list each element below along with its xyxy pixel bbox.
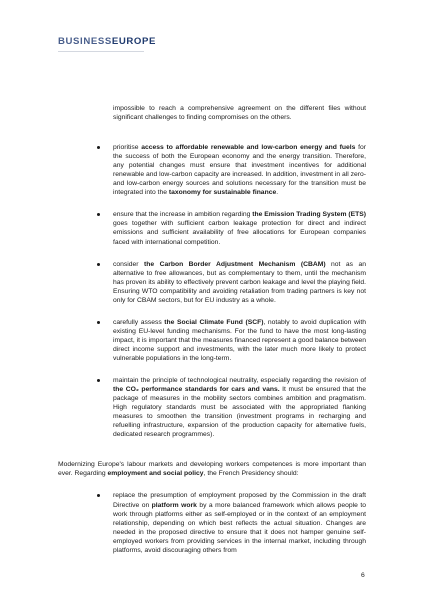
page-number: 6 xyxy=(361,572,365,579)
bullet-text: maintain the principle of technological neutrality, especially regarding the revision of xyxy=(113,377,366,385)
bullet-bold: the Emission Trading System (ETS) xyxy=(252,211,366,219)
bullet-text: replace the presumption of employment proposed by the Commission in the draft Directive on xyxy=(113,492,366,509)
bullet-text: goes together with sufficient carbon leakage protection for direct and indirect emissions and sufficient availability of free allocations for European companies faced with international competition. xyxy=(113,220,366,246)
logo-underline xyxy=(58,51,144,52)
bullet-item-energy xyxy=(113,143,366,197)
bullet-text: . xyxy=(276,189,279,197)
continuation-text: impossible to reach a comprehensive agreement on the different files without significant challenges to finding compromises on the others. xyxy=(113,105,366,122)
employment-paragraph xyxy=(58,460,366,478)
bullet-dot-icon xyxy=(97,146,100,149)
bullet-dot-icon xyxy=(97,494,100,497)
bullet-text: It must be ensured that the package of measures in the mobility sectors combines ambition and pragmatism. High regulatory standards must be associated with the appropriated flanking measures to smoothen the transition (investment programs in recharging and refuelling infrastructure, expansion of the production capacity for alternative fuels, dedicated research programmes). xyxy=(113,386,366,439)
bullet-dot-icon xyxy=(97,321,100,324)
bullet-bold: access to affordable renewable and low-carbon energy and fuels xyxy=(141,144,356,152)
policy-bullet-list xyxy=(58,143,366,439)
bullet-bold: platform work xyxy=(151,501,197,509)
bullet-bold: taxonomy for sustainable finance xyxy=(168,189,277,197)
bullet-dot-icon xyxy=(97,263,100,266)
bullet-bold: the CO₂ performance standards for cars and vans. xyxy=(113,386,280,394)
paragraph-text: Modernizing Europe's labour markets and developing workers competences is more important than ever. Regarding xyxy=(58,461,366,478)
bullet-item-cbam xyxy=(113,260,366,305)
bullet-text: ensure that the increase in ambition regarding xyxy=(113,211,253,219)
bullet-text: by a more balanced framework which allows people to work through platforms either as self-employed or in the context of an employment relationship, depending on which best reflects the actual situation. Changes are needed in the proposed directive to ensure that it does not hamper genuine self-employed workers from providing services in the internal market, including through platforms, avoid discouraging others from xyxy=(113,501,366,554)
bullet-bold: the Social Climate Fund (SCF) xyxy=(164,318,264,326)
logo-part-business: BUSINESS xyxy=(58,36,112,47)
bullet-item-co2 xyxy=(113,376,366,439)
logo-part-europe: EUROPE xyxy=(111,36,156,47)
bullet-dot-icon xyxy=(97,213,100,216)
bullet-item-scf xyxy=(113,318,366,363)
bullet-text: carefully assess xyxy=(113,318,165,326)
bullet-item-platform-work xyxy=(113,491,366,554)
paragraph-text: , the French Presidency should: xyxy=(203,470,299,478)
bullet-dot-icon xyxy=(97,379,100,382)
bullet-bold: the Carbon Border Adjustment Mechanism (CBAM) xyxy=(143,260,326,268)
bullet-text: consider xyxy=(113,260,144,268)
bullet-text: , notably to avoid duplication with existing EU-level funding mechanisms. For the fund to have the most long-lasting impact, it is important that the measures financed represent a good balance between direct income support and investments, with the later much more likely to protect vulnerable populations in the long-term. xyxy=(113,318,367,362)
bullet-item-ets xyxy=(113,210,366,246)
employment-bullet-list xyxy=(58,491,366,554)
bullet-text: for the success of both the European economy and the energy transition. Therefore, any potential changes must ensure that investment incentives for additional renewable and low-carbon capacity are increased. In addition, investment in all zero- and low-carbon energy sources and solutions necessary for the transition must be integrated into the xyxy=(113,144,366,197)
logo xyxy=(58,36,156,48)
paragraph-bold: employment and social policy xyxy=(107,470,204,478)
document-body xyxy=(58,104,366,568)
bullet-text: prioritise xyxy=(113,144,142,152)
bullet-text: not as an alternative to free allowances, but as complementary to them, until the mechanism has proven its ability to effectively prevent carbon leakage and level the playing field. Ensuring WTO compatibility and avoiding retaliation from trading partners is key not only for CBAM sectors, but for EU industry as a whole. xyxy=(113,260,366,304)
